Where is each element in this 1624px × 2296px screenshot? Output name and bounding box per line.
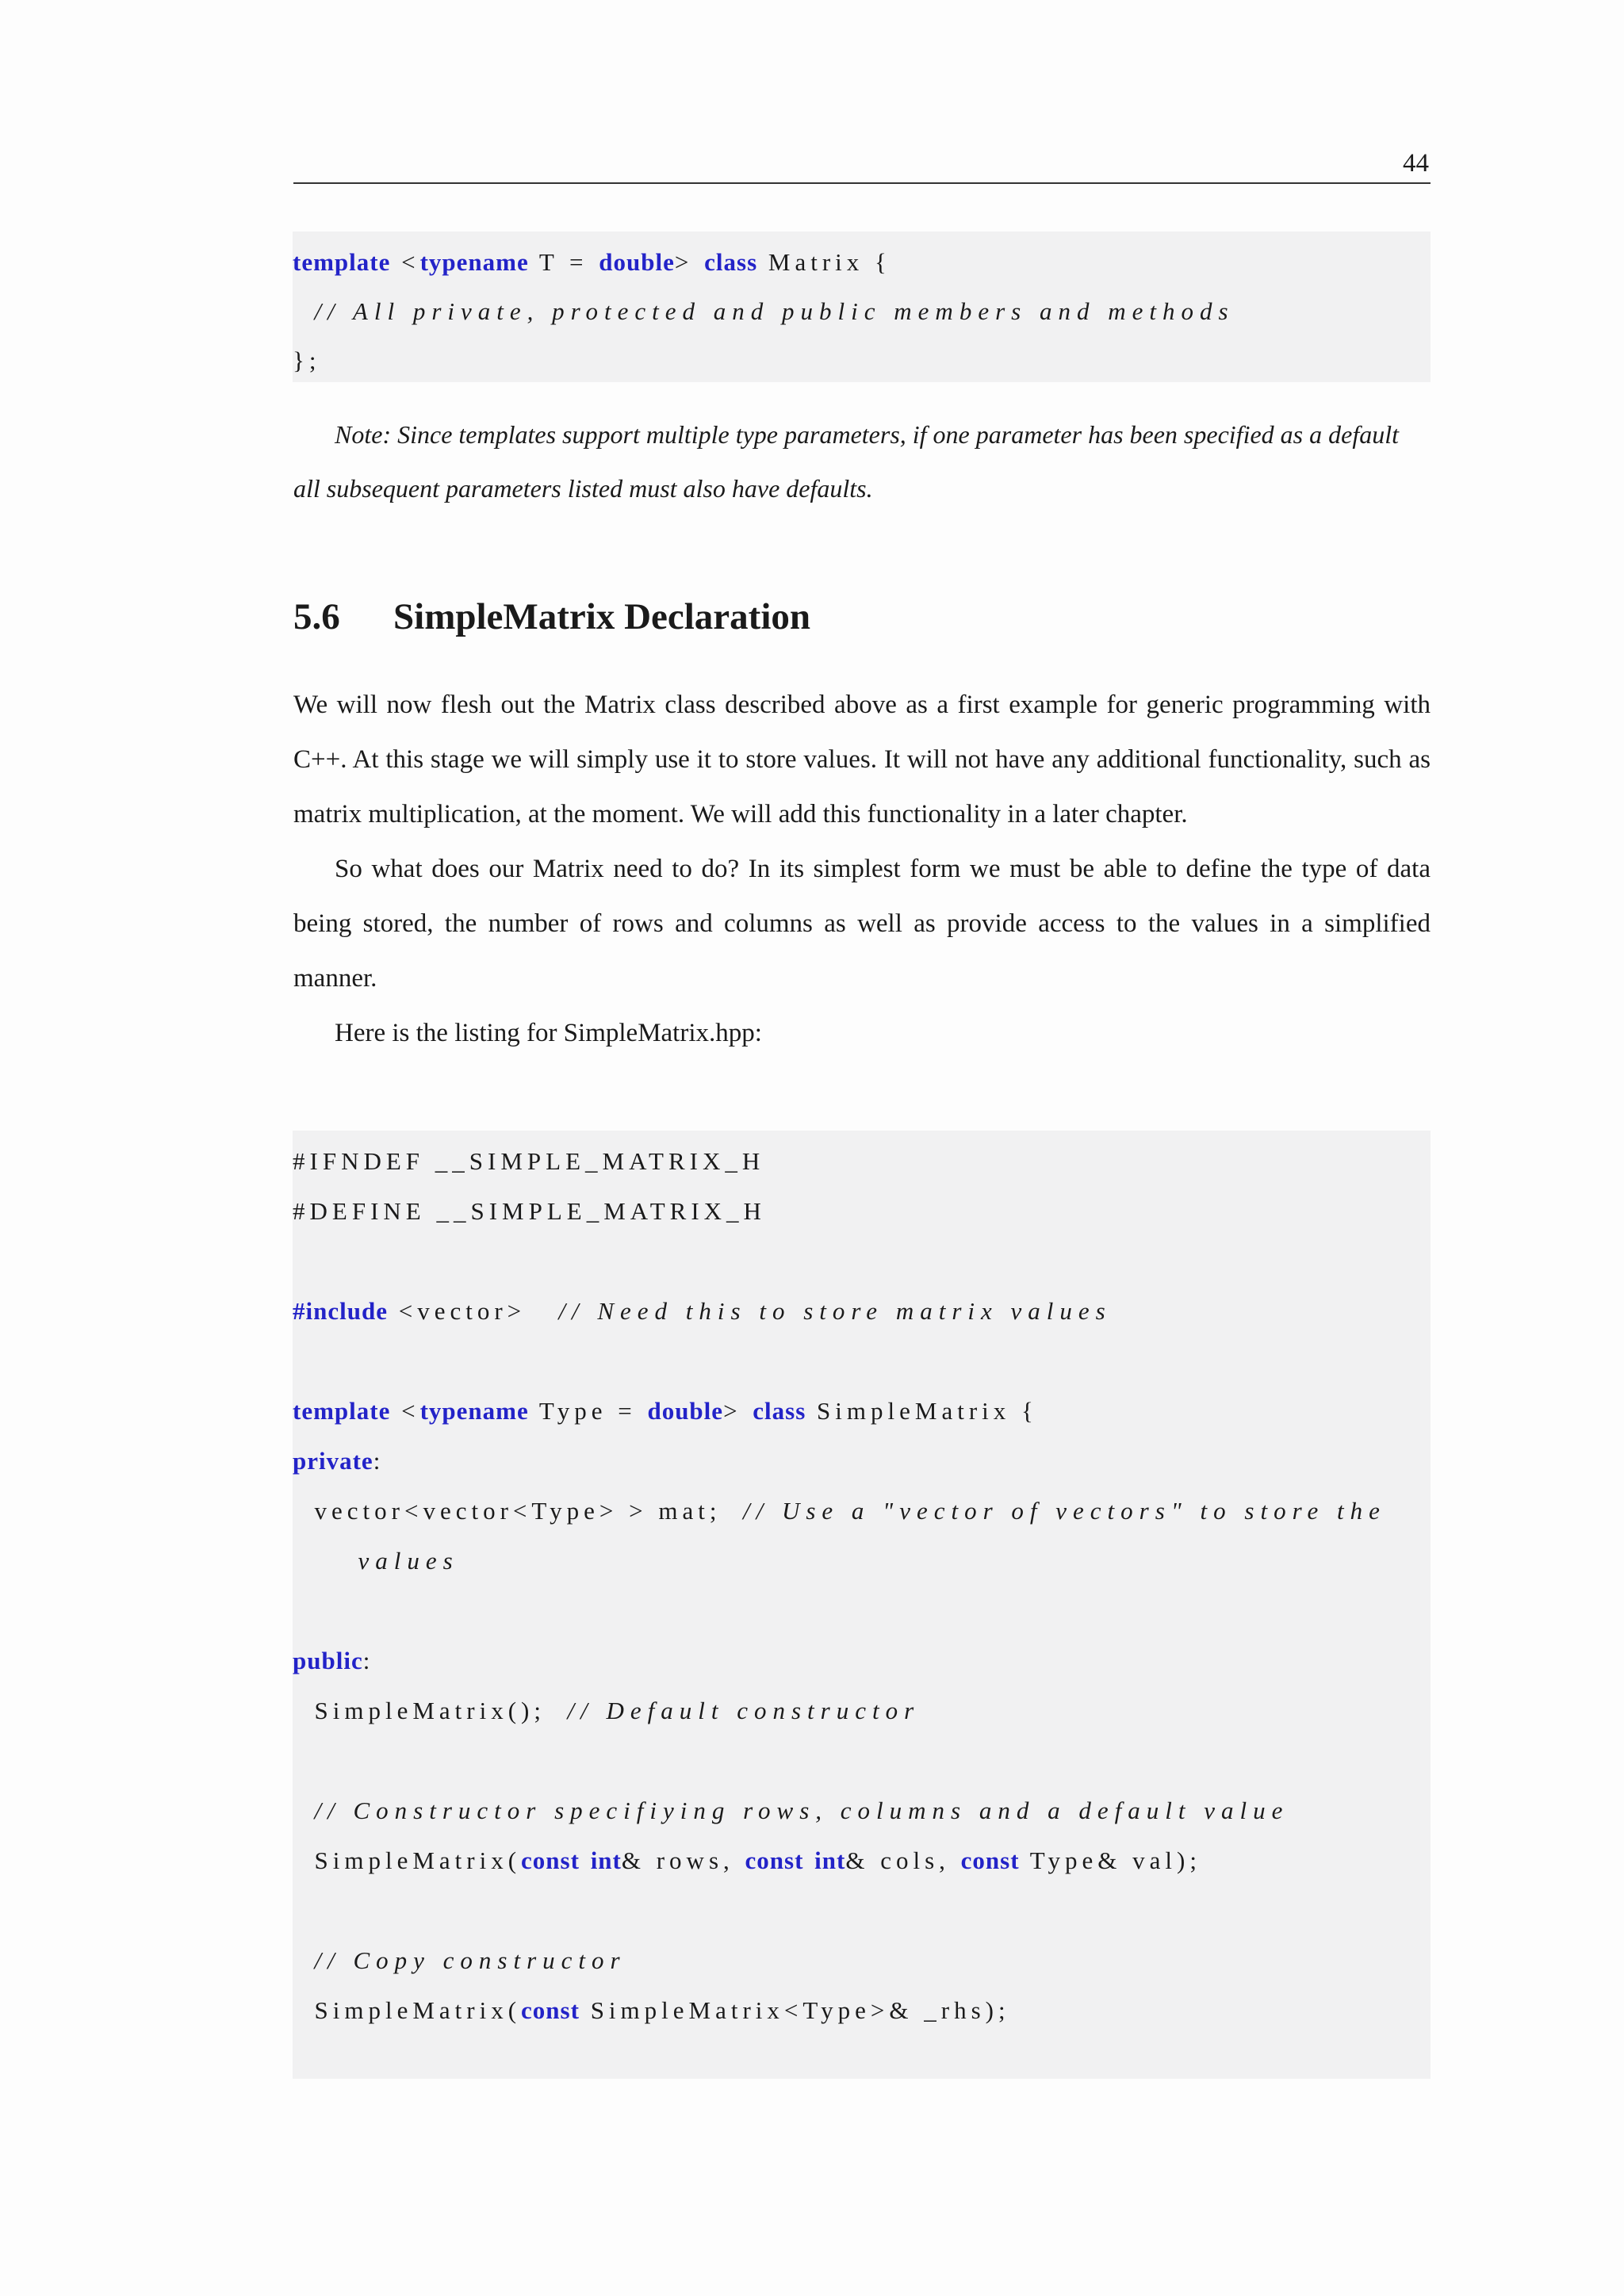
code-text: <vector> [387,1297,559,1325]
comment: // Need this to store matrix values [558,1297,1112,1325]
code-text: }; [293,346,321,374]
code-text: SimpleMatrix( [293,1996,522,2024]
code-text: : [362,1647,375,1674]
keyword: const [960,1846,1020,1874]
comment: values [358,1547,459,1575]
code-text: & cols, [845,1846,961,1874]
code-text: Matrix { [757,248,891,276]
code2-line-11 [293,1636,374,1686]
keyword: int [814,1846,846,1874]
code-text [803,1846,814,1874]
keyword: typename [419,248,529,276]
keyword: const [745,1846,804,1874]
code1-line-2 [293,287,1235,336]
keyword: int [590,1846,622,1874]
code-text: > [674,248,705,276]
comment: // All private, protected and public members and methods [314,297,1235,325]
code-listing-matrix-template [293,232,1431,382]
code2-line-15 [293,1836,1201,1885]
code2-line-18 [293,1986,1010,2035]
code2-line-8 [293,1487,1386,1536]
keyword: template [293,248,391,276]
code-text: Type = [528,1397,648,1425]
code-text: vector<vector<Type> > mat; [293,1497,743,1525]
code2-line-12 [293,1686,920,1735]
code-text: < [390,248,420,276]
keyword: double [599,248,675,276]
section-number: 5.6 [293,596,340,637]
keyword: class [704,248,758,276]
keyword: typename [419,1397,529,1425]
code2-line-9 [293,1536,459,1586]
code-text: SimpleMatrix<Type>& _rhs); [579,1996,1010,2024]
code2-line-1 [293,1137,764,1186]
code-text: #IFNDEF __SIMPLE_MATRIX_H [293,1147,765,1175]
code-text: & rows, [621,1846,745,1874]
body-text [293,678,1431,1061]
code-text [580,1846,591,1874]
code-text [293,1547,358,1575]
section-title: SimpleMatrix Declaration [393,596,811,637]
code-text: T = [528,248,599,276]
paragraph-intro: We will now flesh out the Matrix class described above as a first example for generic programming with C++. At this stage we will simply use it to store values. It will not have any additional functionality, such as matrix multiplication, at the moment. We will add this functionality in a later chapter. [293,691,1431,828]
code-text: > [723,1397,753,1425]
code1-line-1 [293,238,891,287]
code-text: < [390,1397,420,1425]
code2-line-17 [293,1936,626,1985]
code2-line-7 [293,1437,385,1486]
page-number: 44 [1403,149,1429,178]
code-text [293,1797,315,1824]
comment: // Default constructor [567,1697,921,1724]
keyword: template [293,1397,391,1425]
comment: // Constructor specifiying rows, columns and a default value [314,1797,1289,1824]
code-listing-simplematrix [293,1131,1431,2079]
header-rule [293,182,1431,184]
code2-line-4 [293,1287,1112,1336]
paragraph-requirements: So what does our Matrix need to do? In its simplest form we must be able to define the type of data being stored, the number of rows and columns as well as provide access to the values in a simplified manner. [293,855,1431,993]
code2-line-2 [293,1187,766,1236]
section-heading [293,585,810,649]
comment: // Copy constructor [314,1946,626,1974]
code-text: #DEFINE __SIMPLE_MATRIX_H [293,1197,766,1225]
code-text: SimpleMatrix( [293,1846,522,1874]
paragraph-listing-intro: Here is the listing for SimpleMatrix.hpp: [335,1019,762,1047]
keyword: const [521,1996,580,2024]
keyword: double [647,1397,724,1425]
code-text: : [373,1447,385,1475]
keyword: class [753,1397,806,1425]
code-text: SimpleMatrix(); [293,1697,568,1724]
code2-line-14 [293,1786,1289,1835]
code-text: SimpleMatrix { [806,1397,1038,1425]
keyword: public [293,1647,363,1674]
note-paragraph [293,408,1431,515]
code-text [293,1946,315,1974]
comment: // Use a "vector of vectors" to store the [742,1497,1386,1525]
keyword: private [293,1447,373,1475]
note-text: Note: Since templates support multiple type parameters, if one parameter has been specified as a default all subsequent parameters listed must also have defaults. [293,420,1399,503]
code2-line-6 [293,1387,1038,1436]
code-text: Type& val); [1019,1846,1201,1874]
code1-line-3 [293,336,321,385]
keyword: const [521,1846,580,1874]
keyword: #include [293,1297,388,1325]
code-text [293,297,315,325]
